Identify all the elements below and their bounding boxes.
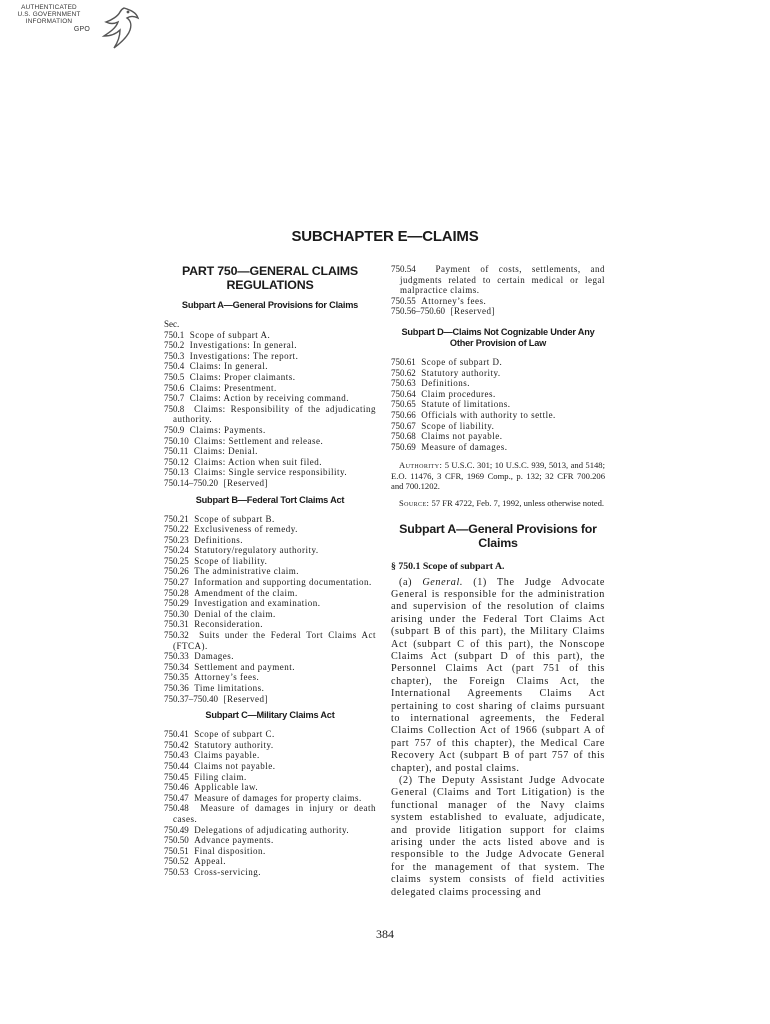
subpart-a-body-heading: Subpart A—General Provisions for Claims bbox=[399, 521, 597, 550]
toc-entry: 750.21 Scope of subpart B. bbox=[164, 513, 275, 524]
toc-entry: 750.23 Definitions. bbox=[164, 534, 243, 545]
left-column bbox=[164, 264, 376, 878]
page-number: 384 bbox=[376, 927, 394, 941]
toc-entry: 750.13 Claims: Single service responsibility. bbox=[164, 467, 348, 478]
toc-entry: 750.3 Investigations: The report. bbox=[164, 350, 299, 361]
toc-entry: 750.35 Attorney’s fees. bbox=[164, 672, 260, 683]
toc-entry: 750.1 Scope of subpart A. bbox=[164, 329, 271, 340]
eagle-icon bbox=[94, 6, 142, 52]
toc-entry: 750.25 Scope of liability. bbox=[164, 555, 268, 566]
subpart-c-heading: Subpart C—Military Claims Act bbox=[205, 710, 335, 721]
toc-entry: 750.64 Claim procedures. bbox=[391, 388, 496, 399]
toc-entry: 750.9 Claims: Payments. bbox=[164, 424, 266, 435]
toc-entry: 750.37–750.40 [Reserved] bbox=[164, 693, 268, 704]
toc-entry: 750.31 Reconsideration. bbox=[164, 619, 263, 630]
toc-entry: 750.22 Exclusiveness of remedy. bbox=[164, 524, 298, 535]
subpart-a-heading: Subpart A—General Provisions for Claims bbox=[181, 300, 359, 310]
body-paragraph-1: (a) General. (1) The Judge Advocate General is responsible for the administration and supervision of the resolution of claims arising under the Federal Tort Claims Act (subpart B of this part), the Military Claims Act (subpart C of this part), the Nonscope Claims Act (subpart D of this part), the Personnel Claims Act (part 751 of this chapter), the Foreign Claims Act, the International Agreements Claims Act pertaining to cost sharing of claims pursuant to international agreements, the Federal Claims Collection Act of 1966 (subpart A of part 757 of this chapter), the Medical Care Recovery Act (subpart B of part 757 of this chapter), and postal claims. bbox=[391, 576, 605, 774]
subchapter-title: SUBCHAPTER E—CLAIMS bbox=[291, 228, 479, 245]
toc-entry: 750.12 Claims: Action when suit filed. bbox=[164, 456, 322, 467]
toc-entry: 750.32 Suits under the Federal Tort Claims Act (FTCA). bbox=[164, 630, 376, 651]
subpart-b-heading: Subpart B—Federal Tort Claims Act bbox=[195, 494, 345, 505]
section-title: § 750.1 Scope of subpart A. bbox=[391, 560, 505, 572]
toc-entry: 750.48 Measure of damages in injury or death cases. bbox=[164, 803, 376, 824]
toc-entry: 750.42 Statutory authority. bbox=[164, 739, 274, 750]
toc-entry: 750.52 Appeal. bbox=[164, 856, 226, 867]
toc-entry: 750.54 Payment of costs, settlements, and judgments related to certain medical or legal malpractice claims. bbox=[391, 264, 606, 296]
toc-entry: 750.5 Claims: Proper claimants. bbox=[164, 371, 296, 382]
toc-entry: 750.28 Amendment of the claim. bbox=[164, 587, 298, 598]
toc-entry: 750.36 Time limitations. bbox=[164, 683, 265, 693]
toc-entry: 750.27 Information and supporting documentation. bbox=[164, 577, 372, 588]
toc-entry: 750.4 Claims: In general. bbox=[164, 361, 268, 372]
toc-entry: 750.45 Filing claim. bbox=[164, 771, 247, 782]
toc-entry: 750.33 Damages. bbox=[164, 651, 234, 662]
toc-entry: 750.11 Claims: Denial. bbox=[164, 446, 258, 457]
subpart-d-toc bbox=[391, 357, 605, 452]
toc-entry: 750.7 Claims: Action by receiving command. bbox=[164, 393, 349, 404]
toc-entry: 750.69 Measure of damages. bbox=[391, 441, 508, 452]
subpart-a-toc bbox=[164, 330, 376, 489]
gpo-mark: GPO bbox=[73, 26, 90, 33]
toc-entry: 750.34 Settlement and payment. bbox=[164, 661, 295, 672]
authority-note: Authority: 5 U.S.C. 301; 10 U.S.C. 939, 5013, and 5148; E.O. 11476, 3 CFR, 1969 Comp., p. 132; 32 CFR 700.206 and 700.1202. bbox=[391, 460, 605, 492]
toc-entry: 750.62 Statutory authority. bbox=[391, 367, 501, 378]
toc-entry: 750.68 Claims not payable. bbox=[391, 431, 503, 442]
logo-line-1: AUTHENTICATED bbox=[21, 4, 77, 11]
source-note: Source: 57 FR 4722, Feb. 7, 1992, unless otherwise noted. bbox=[399, 497, 605, 508]
toc-entry: 750.66 Officials with authority to settle. bbox=[391, 409, 556, 420]
gpo-logo-text bbox=[6, 4, 92, 33]
toc-entry: 750.29 Investigation and examination. bbox=[164, 598, 321, 609]
toc-entry: 750.51 Final disposition. bbox=[164, 845, 266, 856]
toc-entry: 750.67 Scope of liability. bbox=[391, 420, 495, 431]
subpart-c-toc bbox=[164, 729, 376, 877]
toc-entry: 750.61 Scope of subpart D. bbox=[391, 356, 503, 367]
toc-entry: 750.30 Denial of the claim. bbox=[164, 608, 276, 619]
toc-entry: 750.24 Statutory/regulatory authority. bbox=[164, 545, 319, 556]
subpart-b-toc bbox=[164, 514, 376, 705]
right-column bbox=[391, 264, 605, 899]
toc-entry: 750.41 Scope of subpart C. bbox=[164, 729, 275, 740]
toc-entry: 750.56–750.60 [Reserved] bbox=[391, 306, 495, 317]
subpart-c-toc-continued bbox=[391, 264, 605, 317]
toc-entry: 750.10 Claims: Settlement and release. bbox=[164, 435, 324, 446]
toc-entry: 750.26 The administrative claim. bbox=[164, 566, 299, 577]
logo-line-3: INFORMATION bbox=[25, 18, 73, 25]
toc-entry: 750.53 Cross-servicing. bbox=[164, 866, 261, 877]
toc-entry: 750.14–750.20 [Reserved] bbox=[164, 477, 268, 488]
toc-entry: 750.44 Claims not payable. bbox=[164, 760, 276, 771]
toc-entry: 750.65 Statute of limitations. bbox=[391, 399, 511, 410]
toc-entry: 750.8 Claims: Responsibility of the adjudicating authority. bbox=[164, 403, 376, 425]
logo-line-2: U.S. GOVERNMENT bbox=[17, 11, 81, 18]
subpart-d-heading: Subpart D—Claims Not Cognizable Under Any Other Provision of Law bbox=[401, 326, 595, 348]
sec-label: Sec. bbox=[164, 319, 180, 329]
toc-entry: 750.63 Definitions. bbox=[391, 378, 470, 389]
body-paragraph-2: (2) The Deputy Assistant Judge Advocate General (Claims and Tort Litigation) is the functional manager of the Navy claims system established to evaluate, adjudicate, and provide litigation support for claims arising under the acts listed above and is responsible to the Judge Advocate General for the management of that system. The claims system consists of field activities delegated claims processing and bbox=[391, 775, 605, 898]
toc-entry: 750.6 Claims: Presentment. bbox=[164, 382, 277, 393]
part-title: PART 750—GENERAL CLAIMS REGULATIONS bbox=[181, 264, 358, 292]
toc-entry: 750.50 Advance payments. bbox=[164, 835, 274, 846]
toc-entry: 750.43 Claims payable. bbox=[164, 750, 260, 761]
gpo-authentication-logo bbox=[6, 4, 142, 54]
toc-entry: 750.49 Delegations of adjudicating authority. bbox=[164, 824, 350, 835]
toc-entry: 750.46 Applicable law. bbox=[164, 782, 259, 793]
toc-entry: 750.55 Attorney’s fees. bbox=[391, 295, 487, 306]
toc-entry: 750.47 Measure of damages for property claims. bbox=[164, 792, 362, 803]
toc-entry: 750.2 Investigations: In general. bbox=[164, 340, 297, 351]
